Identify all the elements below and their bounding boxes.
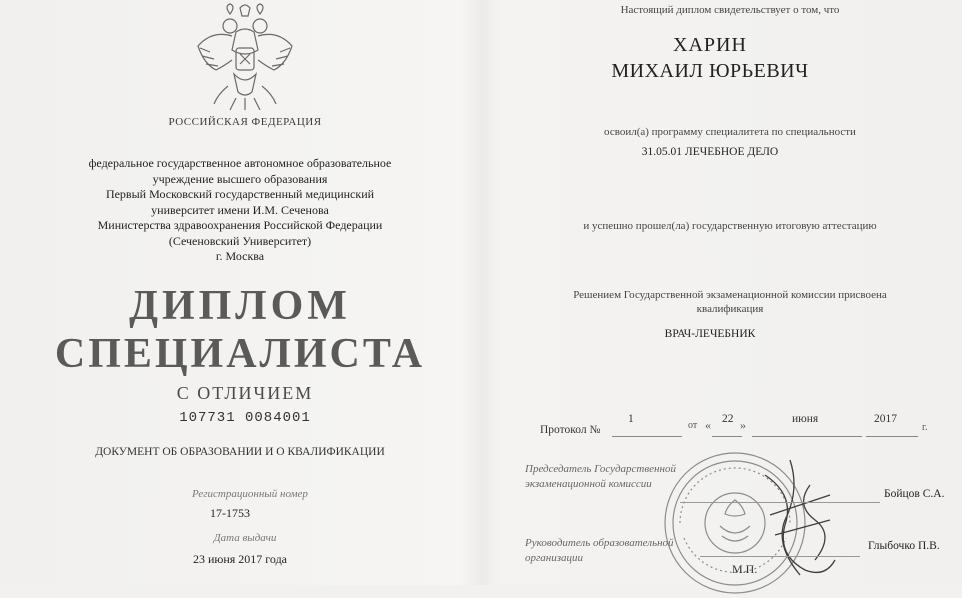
seal-mark-label: М.П. [732, 562, 758, 576]
institution-block [40, 156, 440, 265]
protocol-number-line [612, 436, 682, 437]
registration-label: Регистрационный номер [192, 488, 308, 500]
serial-number: 107731 0084001 [179, 410, 311, 426]
certifies-text: Настоящий диплом свидетельствует о том, что [620, 4, 840, 16]
protocol-quote-open: « [705, 418, 711, 432]
institution-line: Министерства здравоохранения Российской Федерации [97, 218, 383, 232]
chair-signature-line [680, 502, 880, 503]
head-role: Руководитель образовательной организации [525, 537, 674, 564]
protocol-year-line [866, 436, 918, 437]
protocol-year-suffix: г. [922, 422, 928, 433]
protocol-number: 1 [628, 413, 634, 425]
chair-role: Председатель Государственной экзаменационной комиссии [525, 463, 676, 490]
holder-name: МИХАИЛ ЮРЬЕВИЧ [611, 60, 809, 82]
chair-name: Бойцов С.А. [884, 488, 945, 500]
country-label: РОССИЙСКАЯ ФЕДЕРАЦИЯ [168, 116, 322, 128]
issue-date-label: Дата выдачи [213, 532, 277, 544]
institution-line: Первый Московский государственный медицинский [105, 187, 375, 201]
signature-icon [760, 455, 850, 585]
institution-line: г. Москва [215, 249, 265, 263]
program-text: освоил(а) программу специалитета по специальности [604, 126, 856, 138]
specialty: 31.05.01 ЛЕЧЕБНОЕ ДЕЛО [641, 146, 779, 158]
attestation-text: и успешно прошел(ла) государственную итоговую аттестацию [583, 220, 877, 232]
qualification: ВРАЧ-ЛЕЧЕБНИК [664, 328, 756, 340]
holder-surname: ХАРИН [673, 34, 747, 56]
protocol-label: Протокол № [540, 424, 601, 436]
issue-date: 23 июня 2017 года [192, 552, 288, 566]
institution-line: (Сеченовский Университет) [168, 233, 312, 248]
protocol-day: 22 [722, 413, 734, 425]
commission-decision-text: Решением Государственной экзаменационной комиссии присвоена квалификация [573, 289, 887, 315]
registration-number: 17-1753 [210, 506, 250, 520]
document-title-line1: ДИПЛОМ [129, 283, 351, 329]
head-name: Глыбочко П.В. [868, 540, 940, 552]
document-type: ДОКУМЕНТ ОБ ОБРАЗОВАНИИ И О КВАЛИФИКАЦИИ [95, 446, 385, 458]
protocol-year: 2017 [874, 413, 897, 425]
distinction-label: С ОТЛИЧИЕМ [176, 383, 314, 403]
protocol-month-line [752, 436, 862, 437]
institution-line: федеральное государственное автономное образовательное [88, 156, 392, 170]
document-title-line2: СПЕЦИАЛИСТА [54, 331, 426, 377]
protocol-from: от [688, 420, 698, 431]
institution-line: учреждение высшего образования [152, 171, 328, 186]
institution-line: университет имени И.М. Сеченова [151, 202, 329, 217]
coat-of-arms-icon [190, 2, 300, 114]
protocol-quote-close: » [740, 418, 746, 432]
head-signature-line [700, 556, 860, 557]
protocol-day-line [712, 436, 742, 437]
protocol-month: июня [792, 413, 819, 425]
